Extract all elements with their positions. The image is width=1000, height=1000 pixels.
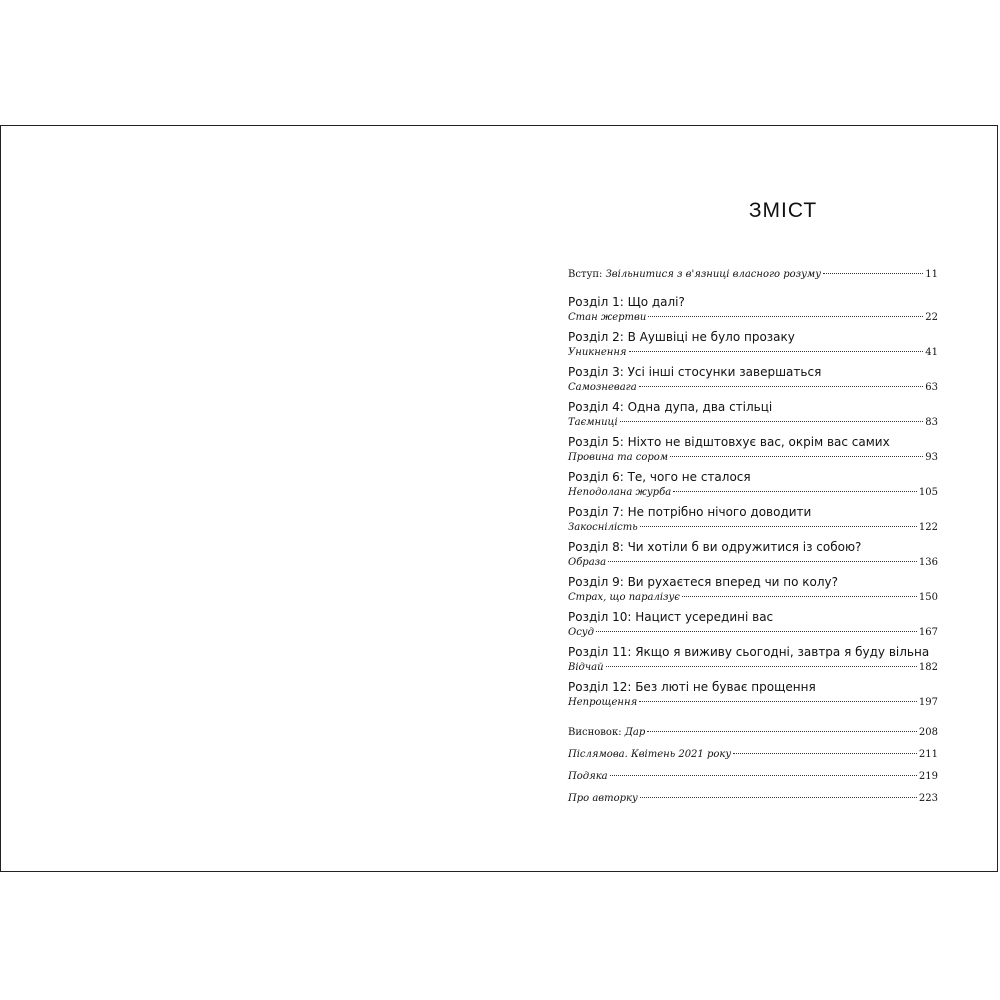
chapter-subtitle-row: [568, 520, 938, 535]
chapter-subtitle-row: [568, 380, 938, 395]
chapter-heading: Розділ 1: Що далі?: [568, 295, 685, 309]
chapter-heading: Розділ 2: В Аушвіці не було прозаку: [568, 330, 795, 344]
page-number: 83: [925, 417, 938, 428]
chapter-subtitle-row: [568, 450, 938, 465]
chapter-heading: Розділ 11: Якщо я виживу сьогодні, завтра я буду вільна: [568, 645, 930, 659]
dot-leader: [639, 386, 924, 387]
toc-chapter: [568, 609, 938, 640]
dot-leader: [640, 797, 917, 798]
chapter-subtitle-row: [568, 555, 938, 570]
chapter-subtitle-row: [568, 345, 938, 360]
end-matter-list: [568, 722, 938, 810]
dot-leader: [596, 631, 917, 632]
chapter-subtitle: Самозневага: [568, 382, 637, 393]
page-number: 136: [918, 557, 938, 568]
toc-chapter: [568, 644, 938, 675]
dot-leader: [620, 421, 924, 422]
toc-chapter: [568, 364, 938, 395]
toc-chapter: [568, 469, 938, 500]
chapter-heading: Розділ 9: Ви рухаєтеся вперед чи по колу?: [568, 575, 839, 589]
chapter-subtitle: Неподолана журба: [568, 487, 672, 498]
chapter-subtitle-row: [568, 310, 938, 325]
toc-intro-title: Звільнитися з в'язниці власного розуму: [605, 269, 822, 280]
dot-leader: [608, 561, 917, 562]
toc-chapter: [568, 679, 938, 710]
page-number: 93: [925, 452, 938, 463]
toc-chapter: [568, 294, 938, 325]
dot-leader: [823, 273, 923, 274]
dot-leader: [647, 731, 917, 732]
page-number: 11: [925, 269, 938, 280]
page-number: 208: [918, 727, 938, 738]
chapter-heading: Розділ 8: Чи хотіли б ви одружитися із собою?: [568, 540, 862, 554]
chapter-heading: Розділ 6: Те, чого не сталося: [568, 470, 751, 484]
right-page: [568, 126, 938, 871]
page-number: 63: [925, 382, 938, 393]
chapter-subtitle: Таємниці: [568, 417, 618, 428]
toc-chapter: [568, 539, 938, 570]
toc-chapter: [568, 434, 938, 465]
chapter-heading: Розділ 7: Не потрібно нічого доводити: [568, 505, 812, 519]
chapter-subtitle-row: [568, 625, 938, 640]
toc-intro-prefix: Вступ:: [568, 269, 606, 280]
dot-leader: [610, 775, 917, 776]
toc-end-row: [568, 722, 938, 744]
chapter-subtitle-row: [568, 660, 938, 675]
page-number: 219: [918, 771, 938, 782]
chapter-heading: Розділ 3: Усі інші стосунки завершаться: [568, 365, 822, 379]
page-number: 197: [918, 697, 938, 708]
dot-leader: [733, 753, 917, 754]
toc-intro-row: [568, 267, 938, 282]
page-number: 122: [918, 522, 938, 533]
chapter-subtitle: Уникнення: [568, 347, 627, 358]
toc-chapter: [568, 574, 938, 605]
chapter-subtitle-row: [568, 485, 938, 500]
dot-leader: [673, 491, 917, 492]
dot-leader: [606, 666, 917, 667]
page-number: 41: [925, 347, 938, 358]
chapter-subtitle: Образа: [568, 557, 607, 568]
chapter-subtitle: Відчай: [568, 662, 604, 673]
chapter-subtitle: Стан жертви: [568, 312, 647, 323]
page-number: 105: [918, 487, 938, 498]
dot-leader: [640, 526, 917, 527]
end-title: Післямова. Квітень 2021 року: [568, 749, 732, 760]
page-number: 211: [918, 749, 938, 760]
end-title: Про авторку: [568, 793, 638, 804]
chapter-subtitle: Непрощення: [568, 697, 638, 708]
dot-leader: [682, 596, 917, 597]
chapter-heading: Розділ 5: Ніхто не відштовхує вас, окрім вас самих: [568, 435, 890, 449]
chapter-subtitle: Страх, що паралізує: [568, 592, 680, 603]
page-number: 150: [918, 592, 938, 603]
dot-leader: [648, 316, 923, 317]
chapter-subtitle: Провина та сором: [568, 452, 669, 463]
end-title: Подяка: [568, 771, 608, 782]
chapter-heading: Розділ 12: Без люті не буває прощення: [568, 680, 816, 694]
toc-chapter: [568, 504, 938, 535]
toc-end-row: [568, 744, 938, 766]
end-title: Дар: [624, 727, 646, 738]
dot-leader: [670, 456, 923, 457]
chapter-subtitle-row: [568, 415, 938, 430]
toc-end-row: [568, 766, 938, 788]
table-of-contents: [568, 267, 938, 810]
page-number: 182: [918, 662, 938, 673]
chapter-subtitle-row: [568, 695, 938, 710]
end-prefix: Висновок:: [568, 727, 625, 738]
toc-chapter: [568, 329, 938, 360]
page-number: 167: [918, 627, 938, 638]
chapter-subtitle: Осуд: [568, 627, 594, 638]
chapter-subtitle: Закосніліcть: [568, 522, 638, 533]
page-number: 223: [918, 793, 938, 804]
toc-chapter: [568, 399, 938, 430]
chapter-heading: Розділ 10: Нацист усередині вас: [568, 610, 774, 624]
dot-leader: [629, 351, 924, 352]
chapter-list: [568, 294, 938, 710]
page-title: ЗМІСТ: [748, 199, 818, 222]
toc-end-row: [568, 788, 938, 810]
page-number: 22: [925, 312, 938, 323]
chapter-heading: Розділ 4: Одна дупа, два стільці: [568, 400, 773, 414]
chapter-subtitle-row: [568, 590, 938, 605]
book-spread: [0, 125, 998, 872]
dot-leader: [639, 701, 917, 702]
